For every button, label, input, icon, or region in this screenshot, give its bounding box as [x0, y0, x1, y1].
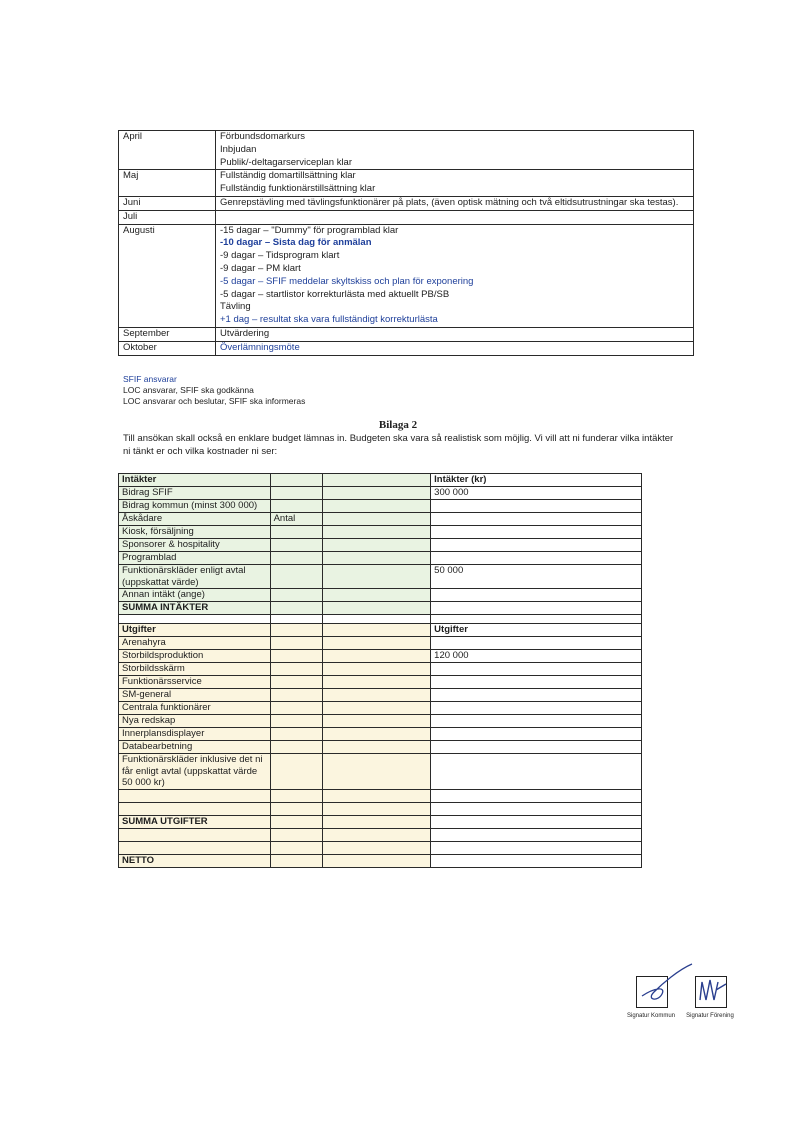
signature-label-forening: Signatur Förening	[686, 1013, 734, 1019]
budget-label: Intäkter	[119, 474, 271, 487]
timeline-activities	[216, 341, 694, 355]
budget-row	[119, 841, 642, 854]
timeline-activity-line: +1 dag – resultat ska vara fullständigt korrekturlästa	[220, 314, 438, 326]
budget-mid-cell	[270, 663, 322, 676]
timeline-activities	[216, 224, 694, 327]
budget-separator-cell	[431, 615, 642, 624]
budget-mid-cell	[270, 637, 322, 650]
timeline-row	[119, 196, 694, 210]
budget-value	[431, 602, 642, 615]
budget-mid-cell	[270, 474, 322, 487]
budget-label: Funktionärskläder enligt avtal (uppskattat värde)	[119, 565, 271, 589]
budget-value: 300 000	[431, 487, 642, 500]
budget-mid-cell	[322, 741, 430, 754]
budget-row	[119, 689, 642, 702]
budget-value	[431, 589, 642, 602]
budget-mid-cell: Antal	[270, 513, 322, 526]
budget-label: Databearbetning	[119, 741, 271, 754]
timeline-activity-line: Tävling	[220, 301, 251, 313]
budget-value	[431, 828, 642, 841]
budget-row	[119, 624, 642, 637]
budget-row	[119, 789, 642, 802]
timeline-activity-line: Publik/-deltagarserviceplan klar	[220, 156, 353, 168]
budget-mid-cell	[270, 552, 322, 565]
budget-mid-cell	[270, 487, 322, 500]
timeline-activity-line: -5 dagar – SFIF meddelar skyltskiss och plan för exponering	[220, 275, 474, 287]
timeline-activities	[216, 170, 694, 197]
timeline-month: Juli	[119, 210, 216, 224]
timeline-activity-line: Fullständig domartillsättning klar	[220, 170, 356, 182]
budget-label: SUMMA UTGIFTER	[119, 815, 271, 828]
budget-value	[431, 539, 642, 552]
budget-mid-cell	[322, 637, 430, 650]
budget-mid-cell	[322, 715, 430, 728]
budget-row	[119, 487, 642, 500]
legend-loc-inform: LOC ansvarar och beslutar, SFIF ska informeras	[123, 396, 306, 406]
budget-value	[431, 728, 642, 741]
budget-value	[431, 802, 642, 815]
budget-mid-cell	[270, 715, 322, 728]
budget-value	[431, 715, 642, 728]
budget-label: SUMMA INTÄKTER	[119, 602, 271, 615]
budget-mid-cell	[270, 854, 322, 867]
timeline-activity-line	[220, 211, 693, 224]
budget-mid-cell	[270, 728, 322, 741]
budget-row	[119, 828, 642, 841]
legend-sfif: SFIF ansvarar	[123, 374, 177, 384]
timeline-month: September	[119, 327, 216, 341]
timeline-activities	[216, 327, 694, 341]
budget-row	[119, 565, 642, 589]
budget-label: Storbildsskärm	[119, 663, 271, 676]
budget-label: Annan intäkt (ange)	[119, 589, 271, 602]
budget-value	[431, 526, 642, 539]
budget-label: Centrala funktionärer	[119, 702, 271, 715]
budget-label: Arenahyra	[119, 637, 271, 650]
budget-mid-cell	[322, 513, 430, 526]
budget-mid-cell	[322, 754, 430, 790]
budget-value	[431, 513, 642, 526]
budget-row	[119, 728, 642, 741]
budget-label: Bidrag kommun (minst 300 000)	[119, 500, 271, 513]
timeline-activities	[216, 196, 694, 210]
budget-value: Utgifter	[431, 624, 642, 637]
budget-label: Programblad	[119, 552, 271, 565]
budget-value	[431, 841, 642, 854]
timeline-month: April	[119, 131, 216, 170]
budget-row	[119, 602, 642, 615]
budget-value	[431, 741, 642, 754]
budget-row	[119, 650, 642, 663]
budget-row	[119, 815, 642, 828]
budget-mid-cell	[322, 854, 430, 867]
budget-mid-cell	[322, 702, 430, 715]
budget-value	[431, 854, 642, 867]
budget-mid-cell	[322, 802, 430, 815]
budget-mid-cell	[270, 676, 322, 689]
budget-value: Intäkter (kr)	[431, 474, 642, 487]
budget-mid-cell	[322, 728, 430, 741]
bilaga-instructions: Till ansökan skall också en enklare budget lämnas in. Budgeten ska vara så realistisk som möjlig. Vi vill att ni funderar vilka intäkter ni tänkt er och vilka kostnader ni ser:	[123, 433, 674, 457]
timeline-activity-line: -5 dagar – startlistor korrekturlästa med aktuellt PB/SB	[220, 288, 450, 300]
budget-mid-cell	[322, 828, 430, 841]
budget-table	[118, 473, 642, 868]
budget-row	[119, 741, 642, 754]
timeline-row	[119, 131, 694, 170]
budget-label	[119, 841, 271, 854]
timeline-activity-line: Genrepstävling med tävlingsfunktionärer på plats, (även optisk mätning och två eltidsutrustningar ska testas).	[220, 196, 679, 208]
budget-mid-cell	[322, 789, 430, 802]
budget-label	[119, 789, 271, 802]
timeline-row	[119, 210, 694, 224]
budget-mid-cell	[322, 552, 430, 565]
budget-value	[431, 676, 642, 689]
budget-mid-cell	[322, 589, 430, 602]
budget-row	[119, 637, 642, 650]
budget-mid-cell	[270, 789, 322, 802]
budget-value	[431, 500, 642, 513]
budget-mid-cell	[270, 689, 322, 702]
budget-mid-cell	[270, 526, 322, 539]
budget-label	[119, 802, 271, 815]
budget-row	[119, 676, 642, 689]
timeline-month: Oktober	[119, 341, 216, 355]
budget-value	[431, 689, 642, 702]
timeline-activity-line: Överlämningsmöte	[220, 341, 300, 353]
budget-mid-cell	[270, 702, 322, 715]
budget-label	[119, 828, 271, 841]
budget-mid-cell	[322, 624, 430, 637]
budget-value	[431, 815, 642, 828]
budget-value	[431, 552, 642, 565]
budget-label: Bidrag SFIF	[119, 487, 271, 500]
budget-value	[431, 702, 642, 715]
budget-mid-cell	[270, 754, 322, 790]
budget-mid-cell	[322, 663, 430, 676]
budget-mid-cell	[322, 526, 430, 539]
budget-row	[119, 715, 642, 728]
timeline-month: Juni	[119, 196, 216, 210]
budget-row	[119, 513, 642, 526]
budget-value: 120 000	[431, 650, 642, 663]
budget-label: Funktionärsservice	[119, 676, 271, 689]
budget-label: Åskådare	[119, 513, 271, 526]
budget-row	[119, 539, 642, 552]
signature-area	[626, 960, 734, 1040]
timeline-activity-line: Fullständig funktionärstillsättning klar	[220, 183, 376, 195]
budget-label: Utgifter	[119, 624, 271, 637]
legend-loc-sfif: LOC ansvarar, SFIF ska godkänna	[123, 385, 254, 395]
budget-mid-cell	[270, 841, 322, 854]
legend	[123, 374, 305, 407]
budget-row	[119, 702, 642, 715]
timeline-month: Maj	[119, 170, 216, 197]
signature-scribbles	[632, 960, 732, 1020]
budget-row	[119, 663, 642, 676]
budget-row	[119, 802, 642, 815]
timeline-activity-line: Utvärdering	[220, 327, 270, 339]
budget-mid-cell	[322, 565, 430, 589]
timeline-activity-line: Förbundsdomarkurs	[220, 131, 306, 142]
budget-value: 50 000	[431, 565, 642, 589]
budget-value	[431, 754, 642, 790]
budget-value	[431, 663, 642, 676]
budget-row	[119, 474, 642, 487]
timeline-activity-line: -9 dagar – Tidsprogram klart	[220, 250, 340, 262]
budget-mid-cell	[270, 565, 322, 589]
timeline-activity-line: Inbjudan	[220, 143, 257, 155]
budget-label: NETTO	[119, 854, 271, 867]
budget-label: Storbildsproduktion	[119, 650, 271, 663]
budget-label: Innerplansdisplayer	[119, 728, 271, 741]
budget-mid-cell	[270, 741, 322, 754]
budget-mid-cell	[322, 676, 430, 689]
timeline-activities	[216, 210, 694, 224]
budget-row	[119, 754, 642, 790]
budget-mid-cell	[270, 815, 322, 828]
budget-mid-cell	[322, 602, 430, 615]
timeline-activity-line: -15 dagar – "Dummy" för programblad klar	[220, 224, 399, 236]
budget-row	[119, 526, 642, 539]
budget-separator-cell	[119, 615, 271, 624]
budget-label: Funktionärskläder inklusive det ni får enligt avtal (uppskattat värde 50 000 kr)	[119, 754, 271, 790]
budget-label: Sponsorer & hospitality	[119, 539, 271, 552]
budget-mid-cell	[270, 624, 322, 637]
budget-label: SM-general	[119, 689, 271, 702]
budget-mid-cell	[270, 828, 322, 841]
timeline-row	[119, 327, 694, 341]
budget-mid-cell	[270, 500, 322, 513]
budget-mid-cell	[270, 802, 322, 815]
budget-label: Nya redskap	[119, 715, 271, 728]
budget-separator-cell	[270, 615, 322, 624]
budget-row	[119, 854, 642, 867]
timeline-activity-line: -9 dagar – PM klart	[220, 262, 301, 274]
timeline-table	[118, 130, 694, 356]
budget-value	[431, 637, 642, 650]
budget-mid-cell	[322, 487, 430, 500]
timeline-row	[119, 224, 694, 327]
budget-label: Kiosk, försäljning	[119, 526, 271, 539]
budget-mid-cell	[322, 650, 430, 663]
bilaga-title: Bilaga 2	[378, 419, 418, 431]
budget-mid-cell	[270, 589, 322, 602]
budget-mid-cell	[322, 474, 430, 487]
budget-mid-cell	[322, 500, 430, 513]
timeline-row	[119, 341, 694, 355]
budget-mid-cell	[270, 539, 322, 552]
budget-separator-cell	[322, 615, 430, 624]
budget-mid-cell	[322, 539, 430, 552]
budget-value	[431, 789, 642, 802]
timeline-row	[119, 170, 694, 197]
budget-mid-cell	[270, 602, 322, 615]
budget-mid-cell	[322, 689, 430, 702]
timeline-activities	[216, 131, 694, 170]
budget-separator-row	[119, 615, 642, 624]
budget-row	[119, 500, 642, 513]
timeline-month: Augusti	[119, 224, 216, 327]
budget-row	[119, 589, 642, 602]
timeline-activity-line: -10 dagar – Sista dag för anmälan	[220, 237, 372, 249]
budget-mid-cell	[322, 815, 430, 828]
budget-mid-cell	[322, 841, 430, 854]
budget-row	[119, 552, 642, 565]
signature-label-kommun: Signatur Kommun	[626, 1013, 676, 1019]
budget-mid-cell	[270, 650, 322, 663]
